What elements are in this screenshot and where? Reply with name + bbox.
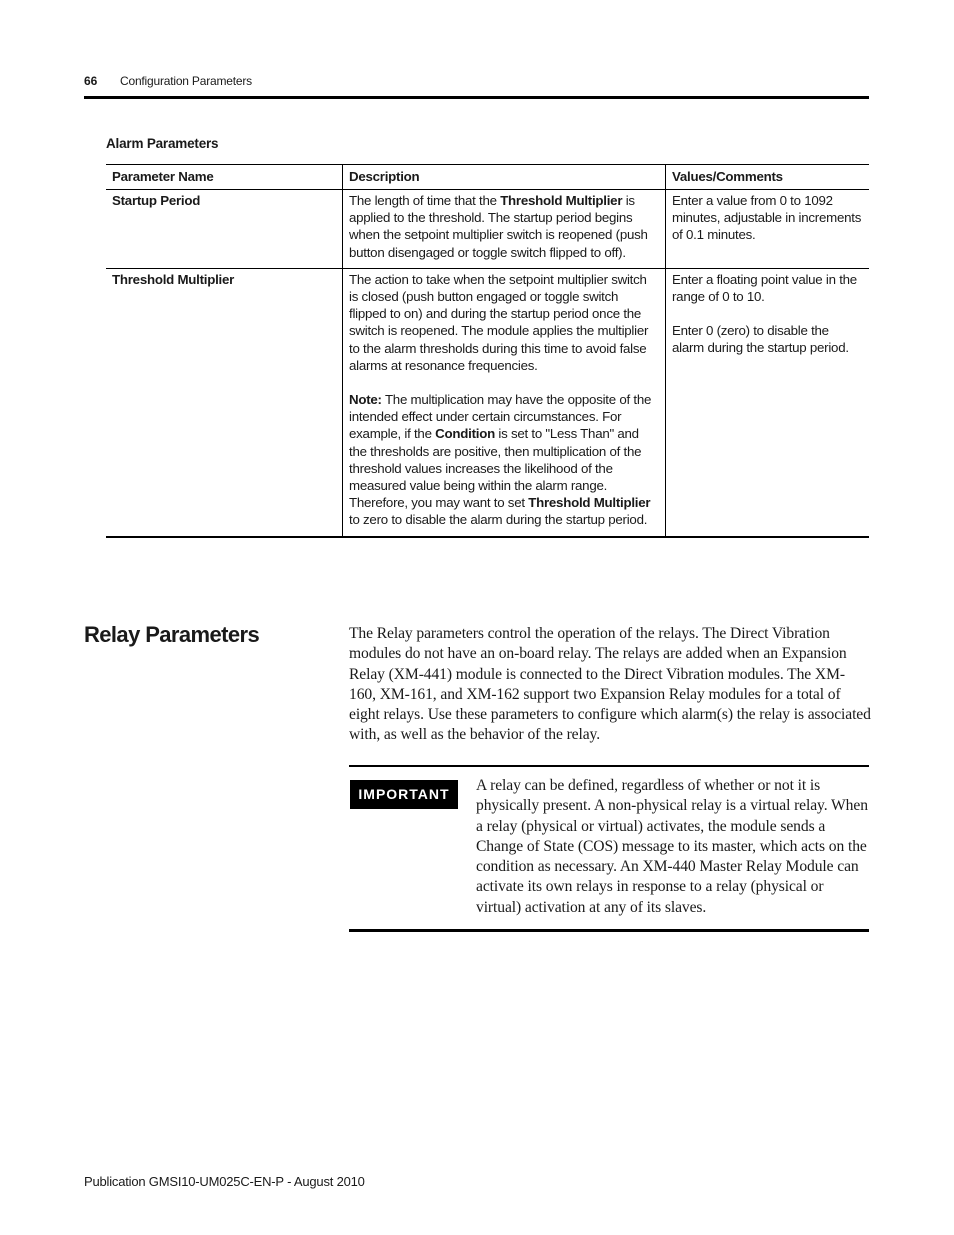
parameter-name-cell: Startup Period — [106, 190, 343, 269]
header-rule — [84, 96, 869, 99]
parameter-name-cell: Threshold Multiplier — [106, 268, 343, 536]
values-paragraph: Enter 0 (zero) to disable the alarm during the startup period. — [672, 323, 849, 356]
description-text: The length of time that the — [349, 193, 501, 208]
column-header-values-comments: Values/Comments — [666, 165, 870, 190]
description-paragraph: The action to take when the setpoint multiplier switch is closed (push button engaged or toggle switch flipped to on) and during the startup period once the switch is reopened. The module applies the multiplier to the alarm thresholds during this time to avoid false alarms at resonance frequencies. — [349, 271, 649, 373]
note-text: The multiplication may have the opposite of the intended effect under certain circumstances. For example, if the — [349, 392, 652, 442]
table-caption: Alarm Parameters — [106, 136, 219, 151]
description-bold-term: Threshold Multiplier — [500, 193, 623, 208]
note-text: to zero to disable the alarm during the startup period. — [349, 512, 648, 528]
note-label: Note: — [349, 392, 382, 408]
description-text: is applied to the threshold. The startup period begins when the setpoint multiplier switch is reopened (push button disengaged or toggle switch flipped to off). — [349, 193, 648, 260]
table-row-startup-period — [106, 190, 869, 269]
values-cell: Enter a value from 0 to 1092 minutes, adjustable in increments of 0.1 minutes. — [666, 190, 870, 269]
page-header — [84, 72, 869, 92]
alarm-parameters-table — [106, 164, 869, 538]
intro-paragraph: The Relay parameters control the operation of the relays. The Direct Vibration modules do not have an on-board relay. The relays are added when an Expansion Relay (XM-441) module is connected to the Direct Vibration modules. The XM-160, XM-161, and XM-162 support two Expansion Relay modules for a total of eight relays. Use these parameters to configure which alarm(s) the relay is associated with, as well as the behavior of the relay. — [349, 625, 871, 744]
note-text: is set to "Less Than" and the thresholds are positive, then multiplication of the threshold values increases the likelihood of the measured value being within the alarm range. Therefore, you may want to set — [349, 426, 642, 511]
running-title: Configuration Parameters — [120, 74, 252, 88]
values-cell — [666, 268, 870, 536]
description-cell — [343, 190, 666, 269]
table-row-threshold-multiplier — [106, 268, 869, 536]
note-bold-term: Condition — [435, 426, 495, 442]
section-heading: Relay Parameters — [84, 622, 260, 647]
column-header-parameter-name: Parameter Name — [106, 165, 343, 190]
description-cell — [343, 268, 666, 536]
note-paragraph — [349, 391, 659, 529]
important-note-text: A relay can be defined, regardless of whether or not it is physically present. A non-physical relay is a virtual relay. When a relay (physical or virtual) activates, the module sends a Change of State (COS) message to its master, which acts on the condition as necessary. An XM-440 Master Relay Module can activate its own relays in response to a relay (physical or virtual) activation at any of its slaves. — [476, 777, 868, 916]
column-header-description: Description — [343, 165, 666, 190]
page-footer: Publication GMSI10-UM025C-EN-P - August 2010 — [84, 1174, 365, 1189]
important-rule-top — [349, 765, 869, 767]
important-badge: IMPORTANT — [350, 780, 458, 809]
values-paragraph: Enter a floating point value in the range of 0 to 10. — [672, 271, 857, 305]
note-bold-term: Threshold Multiplier — [528, 495, 651, 511]
table-header-row — [106, 165, 869, 190]
page-number: 66 — [84, 74, 98, 88]
important-rule-bottom — [349, 929, 869, 932]
